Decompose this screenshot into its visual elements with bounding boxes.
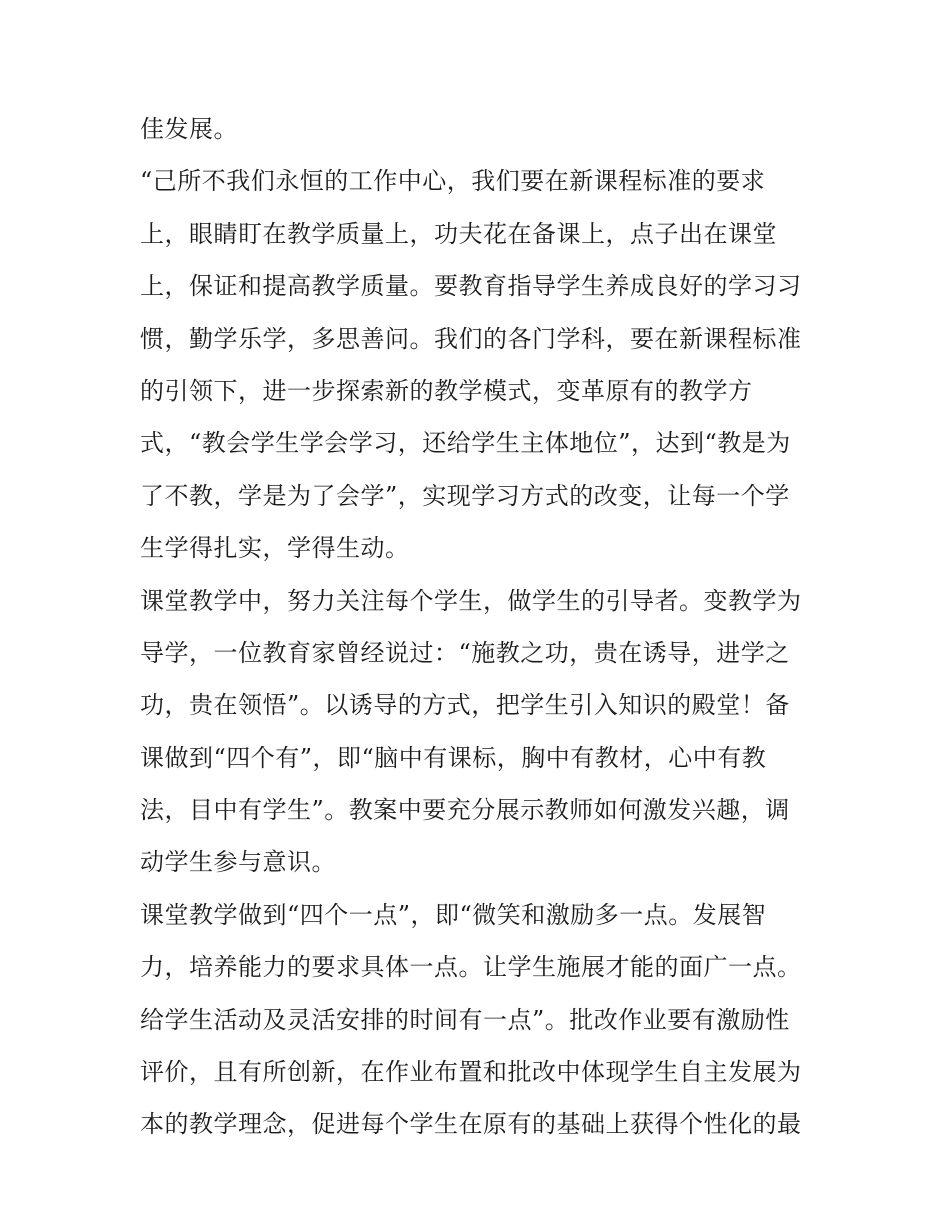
text-line: 给学生活动及灵活安排的时间有一点”。批改作业要有激励性 [140, 1005, 790, 1034]
text-line: 功，贵在领悟”。以诱导的方式，把学生引入知识的殿堂！备 [140, 691, 790, 720]
text-line: 课堂教学做到“四个一点”，即“微笑和激励多一点。发展智 [140, 900, 767, 929]
text-line: 评价，且有所创新，在作业布置和批改中体现学生自主发展为 [140, 1058, 802, 1087]
text-line: 导学，一位教育家曾经说过：“施教之功，贵在诱导，进学之 [140, 638, 790, 667]
text-line: 上，保证和提高教学质量。要教育指导学生养成良好的学习习 [140, 272, 802, 301]
text-line: 课堂教学中，努力关注每个学生，做学生的引导者。变教学为 [140, 586, 802, 615]
text-line: “己所不我们永恒的工作中心，我们要在新课程标准的要求 [140, 167, 766, 196]
text-line: 动学生参与意识。 [140, 848, 336, 877]
text-line: 的引领下，进一步探索新的教学模式，变革原有的教学方 [140, 376, 753, 405]
text-line: 上，眼睛盯在教学质量上，功夫花在备课上，点子出在课堂 [140, 219, 777, 248]
text-line: 惯，勤学乐学，多思善问。我们的各门学科，要在新课程标准 [140, 324, 802, 353]
text-line: 佳发展。 [140, 115, 238, 143]
text-line: 式，“教会学生学会学习，还给学生主体地位”，达到“教是为 [140, 429, 791, 458]
text-line: 力，培养能力的要求具体一点。让学生施展才能的面广一点。 [140, 953, 802, 982]
text-line: 法，目中有学生”。教案中要充分展示教师如何激发兴趣，调 [140, 796, 790, 825]
text-line: 生学得扎实，学得生动。 [140, 534, 410, 563]
text-line: 课做到“四个有”，即“脑中有课标，胸中有教材，心中有教 [140, 743, 767, 772]
document-body [140, 103, 820, 1151]
text-line: 本的教学理念，促进每个学生在原有的基础上获得个性化的最 [140, 1110, 802, 1139]
text-line: 了不教，学是为了会学”，实现学习方式的改变，让每一个学 [140, 481, 790, 510]
